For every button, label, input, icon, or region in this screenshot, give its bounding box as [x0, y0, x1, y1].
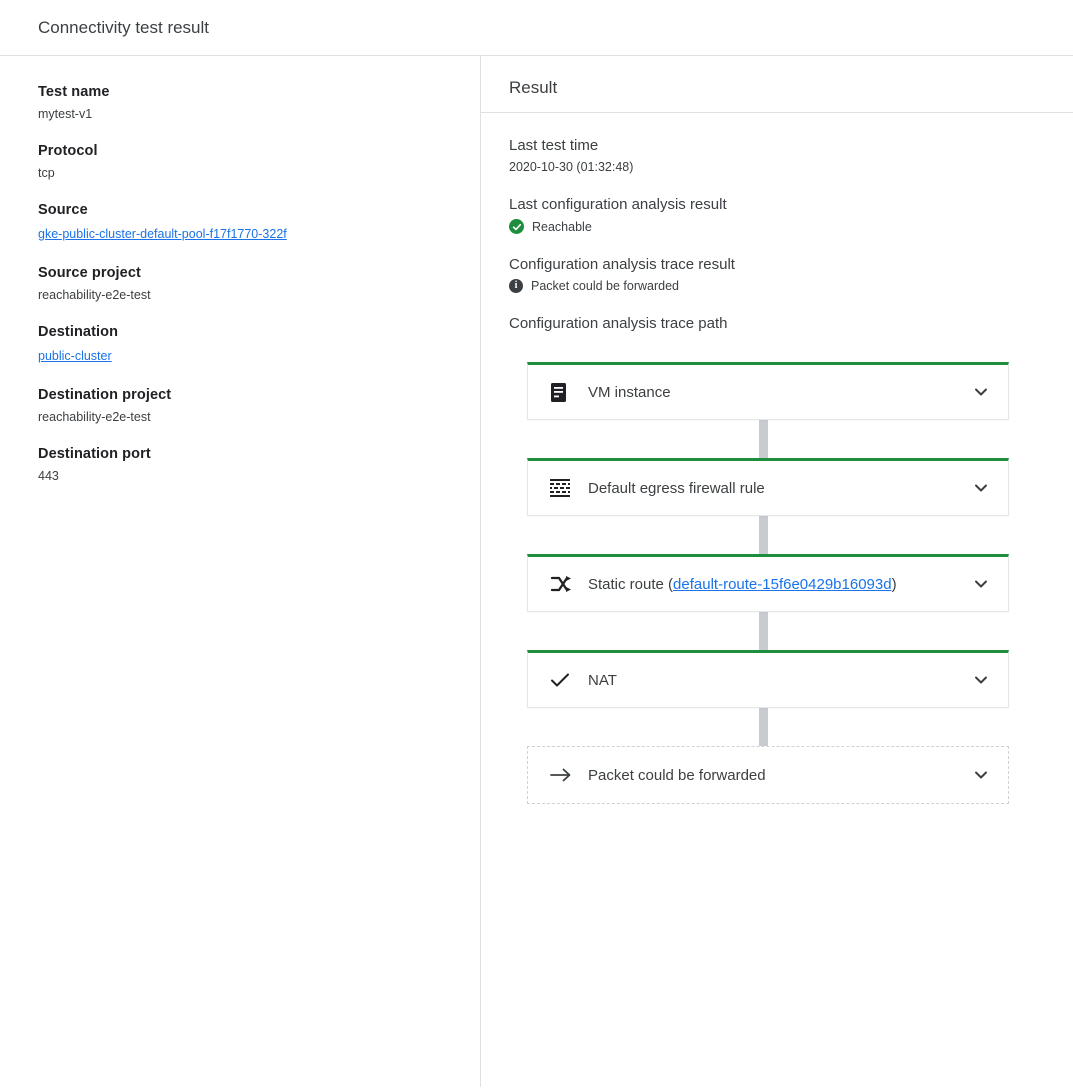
test-details-panel — [0, 56, 481, 1087]
field-destination-port — [38, 446, 450, 483]
result-title: Result — [509, 78, 558, 97]
field-value: reachability-e2e-test — [38, 288, 151, 302]
trace-node-static-route[interactable] — [527, 554, 1009, 612]
field-source-project — [38, 265, 450, 302]
arrow-right-icon — [550, 767, 576, 783]
info-icon: i — [509, 279, 523, 293]
static-route-link[interactable]: default-route-15f6e0429b16093d — [673, 575, 892, 593]
chevron-down-icon[interactable] — [970, 669, 992, 691]
last-test-time-value: 2020-10-30 (01:32:48) — [509, 160, 634, 174]
page-header — [0, 0, 1073, 56]
source-link[interactable]: gke-public-cluster-default-pool-f17f1770-322f — [38, 227, 287, 241]
analysis-result-status-row — [509, 219, 1045, 234]
trace-node-label: NAT — [588, 671, 617, 689]
body-wrap — [0, 56, 1073, 1087]
field-destination — [38, 324, 450, 365]
field-value: reachability-e2e-test — [38, 410, 151, 424]
result-panel-body — [481, 113, 1073, 804]
field-label: Destination project — [38, 387, 172, 403]
trace-node-label — [576, 576, 970, 593]
trace-node-label: Default egress firewall rule — [588, 479, 765, 497]
field-value: 443 — [38, 469, 59, 483]
chevron-down-icon[interactable] — [970, 477, 992, 499]
field-label: Source project — [38, 265, 141, 281]
analysis-result-label: Last configuration analysis result — [509, 196, 727, 213]
chevron-down-icon[interactable] — [970, 381, 992, 403]
field-label: Protocol — [38, 143, 98, 159]
trace-result-status-text: Packet could be forwarded — [531, 279, 680, 293]
chevron-down-icon[interactable] — [970, 764, 992, 786]
result-panel — [481, 56, 1073, 1087]
field-label: Destination port — [38, 446, 151, 462]
trace-result-status-row — [509, 279, 1045, 293]
field-label: Test name — [38, 84, 110, 100]
route-icon — [550, 574, 576, 594]
analysis-result-status-text: Reachable — [532, 219, 592, 234]
field-protocol — [38, 143, 450, 180]
check-circle-icon — [509, 219, 524, 234]
field-destination-project — [38, 387, 450, 424]
trace-node-egress-firewall-rule[interactable] — [527, 458, 1009, 516]
trace-path-label: Configuration analysis trace path — [509, 315, 728, 332]
vm-instance-icon — [550, 382, 576, 403]
field-value: tcp — [38, 166, 55, 180]
check-icon — [550, 672, 576, 688]
field-test-name — [38, 84, 450, 121]
field-value: mytest-v1 — [38, 107, 93, 121]
trace-node-packet-forwarded[interactable] — [527, 746, 1009, 804]
trace-node-nat[interactable] — [527, 650, 1009, 708]
field-label: Destination — [38, 324, 119, 340]
chevron-down-icon[interactable] — [970, 573, 992, 595]
trace-result-label: Configuration analysis trace result — [509, 256, 735, 273]
result-panel-header — [481, 56, 1073, 113]
trace-path-diagram — [527, 362, 1009, 804]
page-title: Connectivity test result — [38, 17, 210, 37]
trace-node-label: VM instance — [588, 383, 671, 401]
trace-node-vm-instance[interactable] — [527, 362, 1009, 420]
trace-node-label-text: Static route ( — [588, 575, 674, 593]
last-test-time-label: Last test time — [509, 137, 599, 154]
field-source — [38, 202, 450, 243]
trace-node-label-suffix: ) — [891, 575, 897, 593]
destination-link[interactable]: public-cluster — [38, 349, 112, 363]
trace-node-label: Packet could be forwarded — [588, 766, 766, 784]
firewall-rule-icon — [550, 479, 576, 497]
field-label: Source — [38, 202, 88, 218]
